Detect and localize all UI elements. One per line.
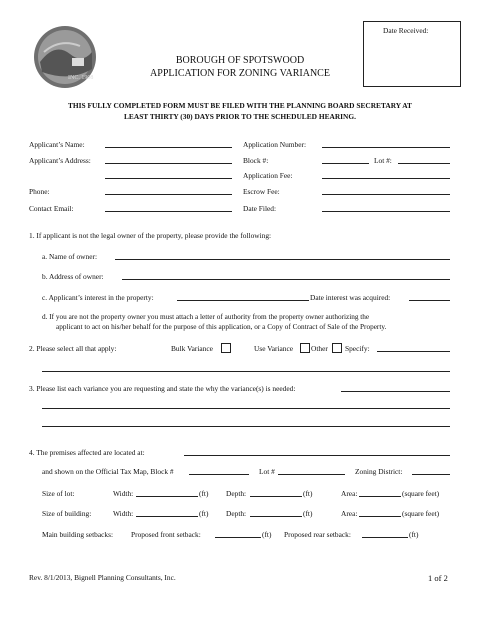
applicant-address-field-2[interactable] <box>105 178 232 179</box>
q1a-label: a. Name of owner: <box>42 252 97 261</box>
tax-map-lot-label: Lot # <box>259 467 275 476</box>
q2-extra-line[interactable] <box>42 371 450 372</box>
size-of-lot-label: Size of lot: <box>42 489 75 498</box>
date-filed-field[interactable] <box>322 211 450 212</box>
lot-area-field[interactable] <box>359 496 401 497</box>
block-label: Block #: <box>243 156 269 165</box>
rear-setback-field[interactable] <box>362 537 408 538</box>
lot-width-label: Width: <box>113 489 134 498</box>
filing-notice-line2: LEAST THIRTY (30) DAYS PRIOR TO THE SCHEDULED HEARING. <box>124 112 356 121</box>
application-fee-label: Application Fee: <box>243 171 293 180</box>
building-area-field[interactable] <box>359 516 401 517</box>
applicant-address-field-1[interactable] <box>105 163 232 164</box>
bulk-variance-checkbox[interactable] <box>221 343 231 353</box>
q4-text: 4. The premises affected are located at: <box>29 448 145 457</box>
revision-note: Rev. 8/1/2013, Bignell Planning Consultants, Inc. <box>29 573 176 582</box>
other-variance-checkbox[interactable] <box>332 343 342 353</box>
lot-depth-field[interactable] <box>250 496 302 497</box>
use-variance-label: Use Variance <box>254 344 294 353</box>
size-of-building-label: Size of building: <box>42 509 92 518</box>
contact-email-label: Contact Email: <box>29 204 74 213</box>
filing-notice-line1: THIS FULLY COMPLETED FORM MUST BE FILED WITH THE PLANNING BOARD SECRETARY AT <box>67 101 412 110</box>
tax-map-block-field[interactable] <box>189 474 249 475</box>
date-received-label: Date Received: <box>383 26 429 35</box>
borough-name: BOROUGH OF SPOTSWOOD <box>175 55 305 66</box>
block-field[interactable] <box>322 163 369 164</box>
application-fee-field[interactable] <box>322 178 450 179</box>
building-depth-unit: (ft) <box>303 509 313 518</box>
applicant-name-label: Applicant’s Name: <box>29 140 85 149</box>
lot-width-field[interactable] <box>136 496 198 497</box>
tax-map-lot-field[interactable] <box>278 474 345 475</box>
application-number-field[interactable] <box>322 147 450 148</box>
other-variance-label: Other <box>311 344 328 353</box>
q1-text: 1. If applicant is not the legal owner of the property, please provide the following: <box>29 231 272 240</box>
lot-depth-unit: (ft) <box>303 489 313 498</box>
applicant-interest-field[interactable] <box>177 300 309 301</box>
phone-field[interactable] <box>105 194 232 195</box>
lot-field[interactable] <box>398 163 450 164</box>
use-variance-checkbox[interactable] <box>300 343 310 353</box>
rear-setback-label: Proposed rear setback: <box>284 530 351 539</box>
q1d-line1: d. If you are not the property owner you must attach a letter of authority from the property owner authorizing the <box>42 313 370 321</box>
interest-date-field[interactable] <box>409 300 450 301</box>
building-width-field[interactable] <box>136 516 198 517</box>
specify-field[interactable] <box>377 351 450 352</box>
front-setback-unit: (ft) <box>262 530 272 539</box>
lot-area-unit: (square feet) <box>402 489 440 498</box>
lot-depth-label: Depth: <box>226 489 247 498</box>
page-number: 1 of 2 <box>428 573 448 583</box>
premises-address-field[interactable] <box>184 455 450 456</box>
building-width-label: Width: <box>113 509 134 518</box>
form-title: APPLICATION FOR ZONING VARIANCE <box>150 68 330 79</box>
contact-email-field[interactable] <box>105 211 232 212</box>
building-area-unit: (square feet) <box>402 509 440 518</box>
building-area-label: Area: <box>341 509 358 518</box>
q2-text: 2. Please select all that apply: <box>29 344 117 353</box>
seal-text: INC. 1908 <box>68 75 94 81</box>
q3-line-3[interactable] <box>42 426 450 427</box>
building-depth-label: Depth: <box>226 509 247 518</box>
q3-line-2[interactable] <box>42 408 450 409</box>
q1c-label: c. Applicant’s interest in the property: <box>42 293 154 302</box>
lot-area-label: Area: <box>341 489 358 498</box>
q3-text: 3. Please list each variance you are requesting and state the why the variance(s) is needed: <box>29 384 296 393</box>
rear-setback-unit: (ft) <box>409 530 419 539</box>
bulk-variance-label: Bulk Variance <box>171 344 213 353</box>
front-setback-label: Proposed front setback: <box>131 530 201 539</box>
zoning-district-label: Zoning District: <box>355 467 403 476</box>
q3-first-line[interactable] <box>341 391 450 392</box>
escrow-fee-label: Escrow Fee: <box>243 187 280 196</box>
setbacks-label: Main building setbacks: <box>42 530 114 539</box>
escrow-fee-field[interactable] <box>322 194 450 195</box>
front-setback-field[interactable] <box>215 537 261 538</box>
applicant-name-field[interactable] <box>105 147 232 148</box>
building-width-unit: (ft) <box>199 509 209 518</box>
q1d-line2: applicant to act on his/her behalf for the purpose of this application, or a Copy of Contract of Sale of the Property. <box>56 323 387 331</box>
specify-label: Specify: <box>345 344 370 353</box>
owner-address-field[interactable] <box>122 279 450 280</box>
building-depth-field[interactable] <box>250 516 302 517</box>
lot-label: Lot #: <box>374 156 392 165</box>
q1b-label: b. Address of owner: <box>42 272 104 281</box>
zoning-district-field[interactable] <box>412 474 450 475</box>
owner-name-field[interactable] <box>115 259 450 260</box>
applicant-address-label: Applicant’s Address: <box>29 156 91 165</box>
lot-width-unit: (ft) <box>199 489 209 498</box>
tax-map-label: and shown on the Official Tax Map, Block # <box>42 467 174 476</box>
application-number-label: Application Number: <box>243 140 307 149</box>
q1c-date-label: Date interest was acquired: <box>310 293 391 302</box>
phone-label: Phone: <box>29 187 50 196</box>
date-filed-label: Date Filed: <box>243 204 277 213</box>
